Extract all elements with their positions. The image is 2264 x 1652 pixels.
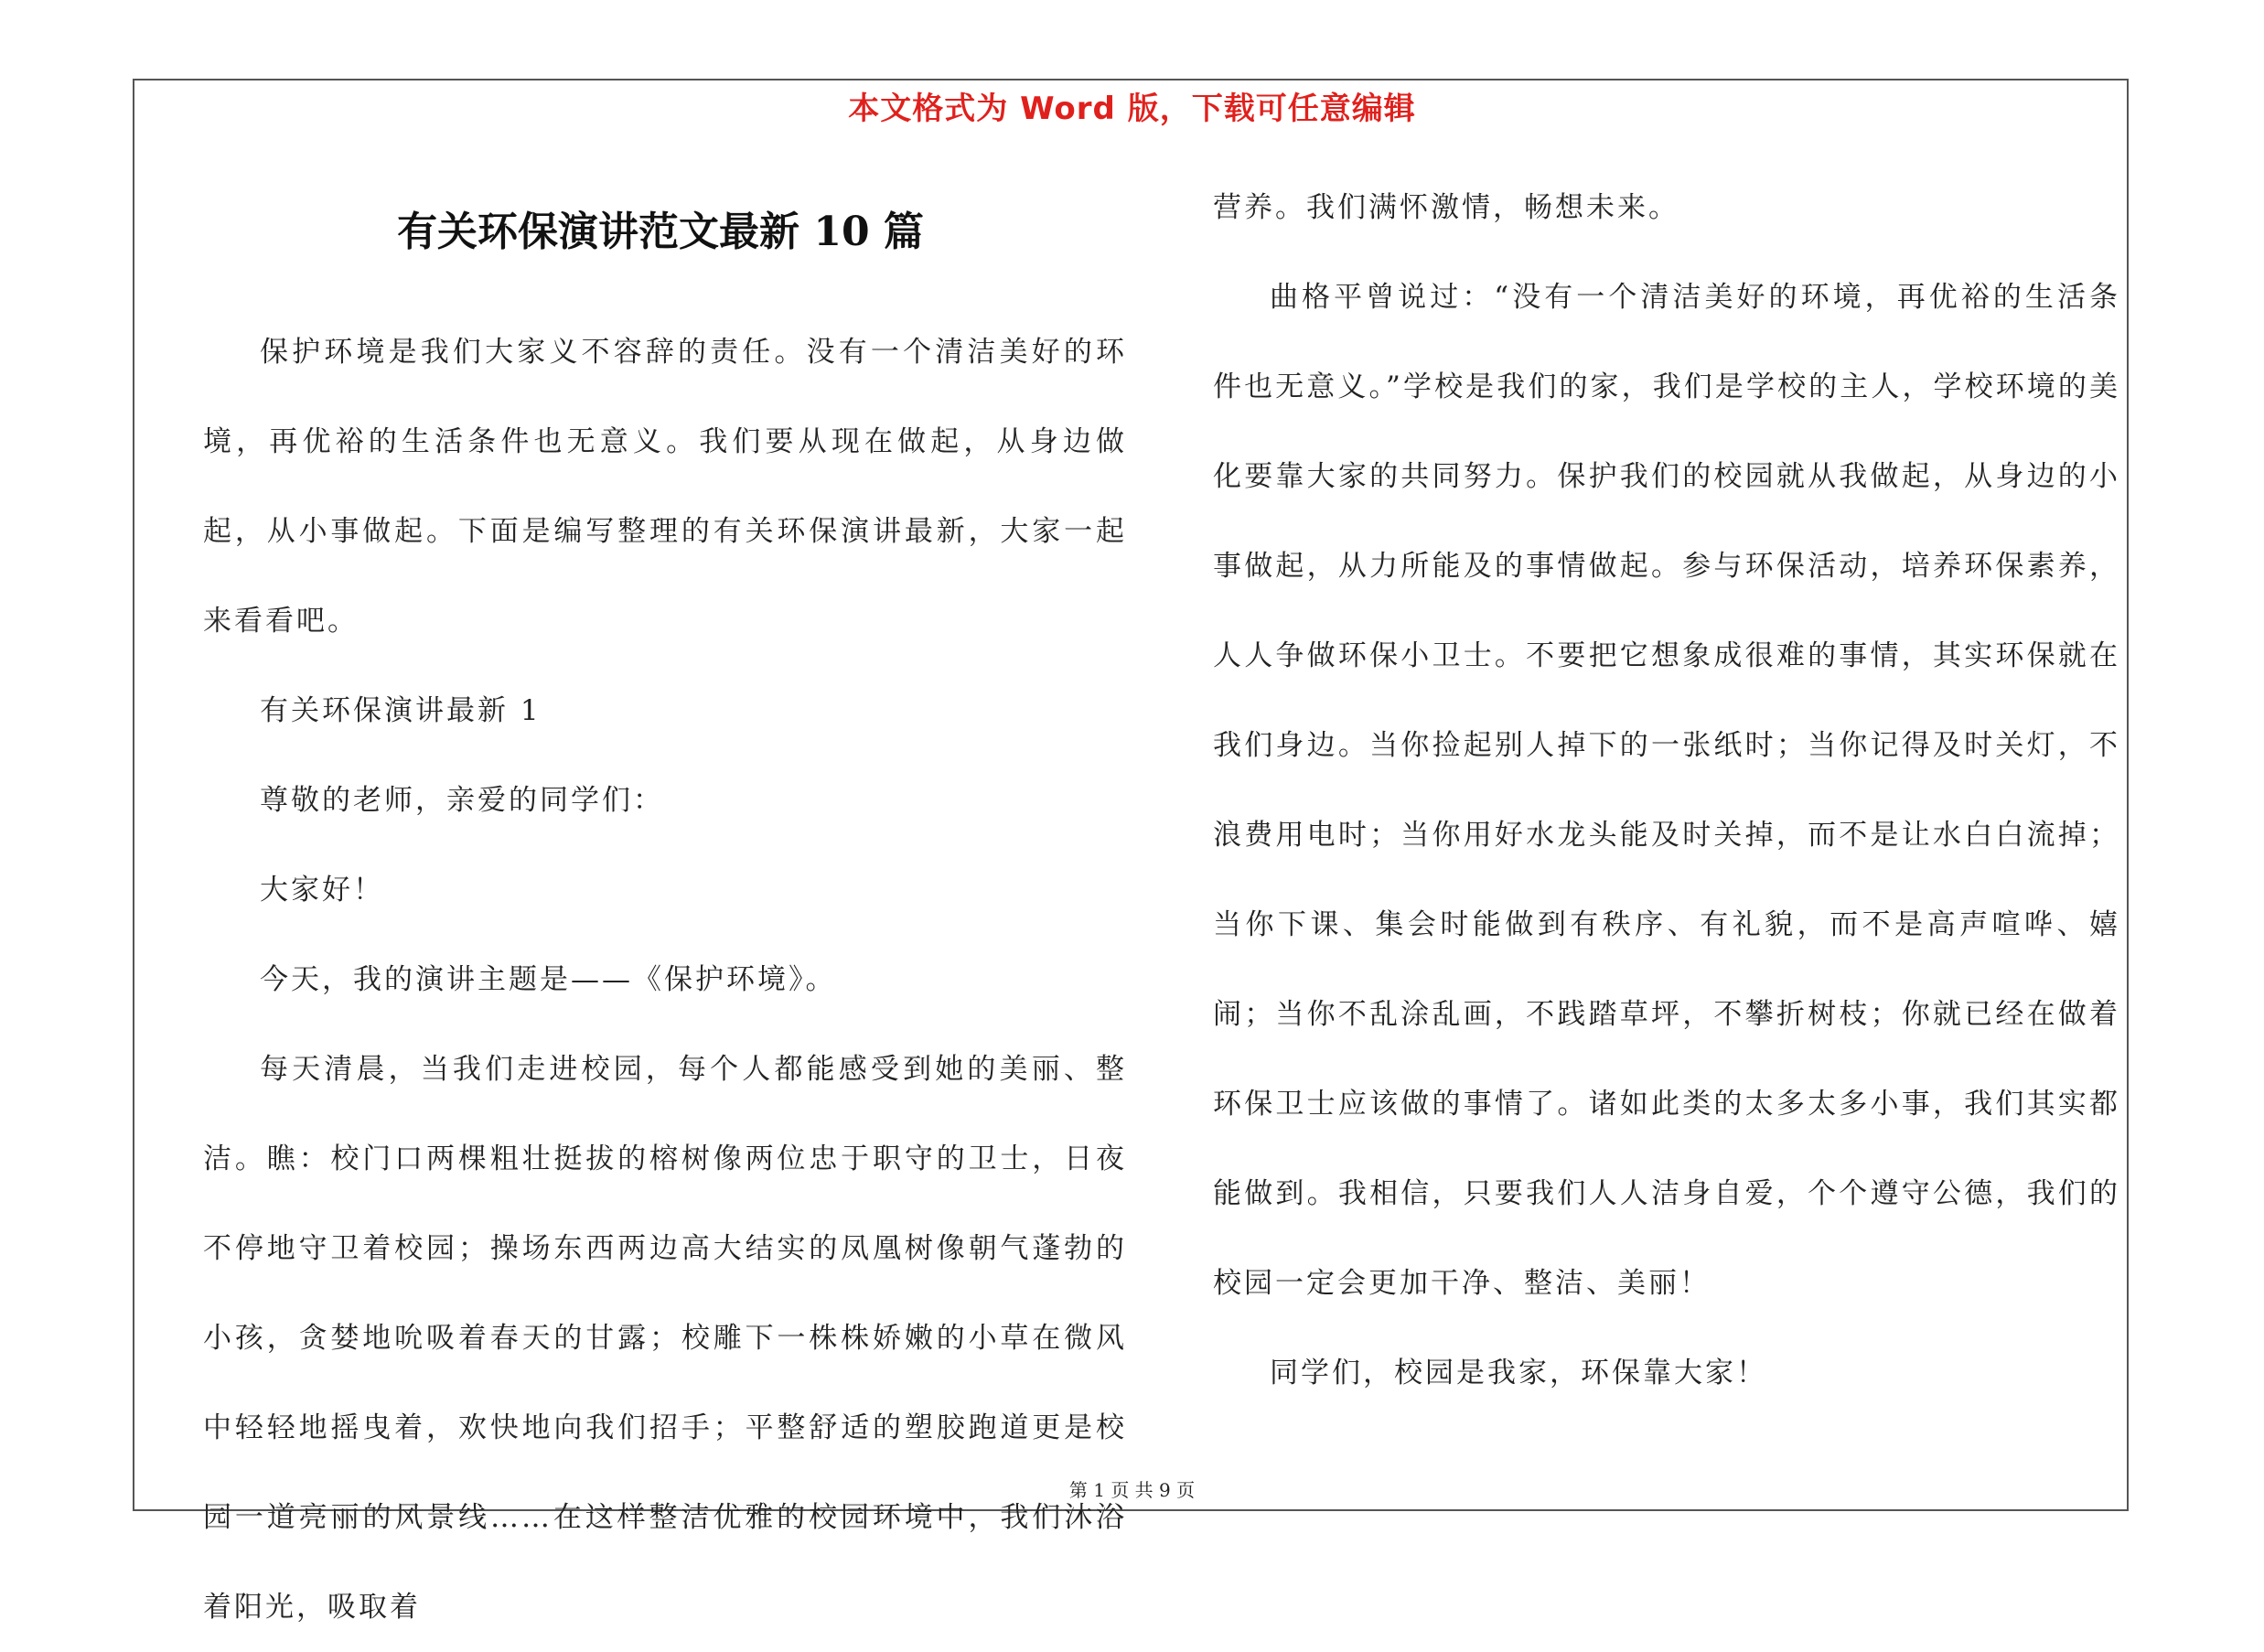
salutation: 尊敬的老师，亲爱的同学们： <box>260 784 664 817</box>
closing-paragraph: 同学们，校园是我家，环保靠大家！ <box>1270 1357 1767 1389</box>
section-heading: 有关环保演讲最新 1 <box>260 694 542 727</box>
body-paragraph: 曲格平曾说过：“没有一个清洁美好的环境，再优裕的生活条件也无意义。”学校是我们的家，我们是学校的主人，学校环境的美化要靠大家的共同努力。保护我们的校园就从我做起，从身边的小事做起，从力所能及的事情做起。参与环保活动，培养环保素养，人人争做环保小卫士。不要把它想象成很难的事情，其实环保就在我们身边。当你捡起别人掉下的一张纸时；当你记得及时关灯，不浪费用电时；当你用好水龙头能及时关掉，而不是让水白白流掉；当你下课、集会时能做到有秩序、有礼貌，而不是高声喧哗、嬉闹；当你不乱涂乱画，不践踏草坪，不攀折树枝；你就已经在做着环保卫士应该做的事情了。诸如此类的太多太多小事，我们其实都能做到。我相信，只要我们人人洁身自爱，个个遵守公德，我们的校园一定会更加干净、整洁、美丽！ <box>1213 281 2120 1300</box>
body-paragraph: 每天清晨，当我们走进校园，每个人都能感受到她的美丽、整洁。瞧：校门口两棵粗壮挺拔的榕树像两位忠于职守的卫士，日夜不停地守卫着校园；操场东西两边高大结实的凤凰树像朝气蓬勃的小孩，贪婪地吮吸着春天的甘露；校雕下一株株娇嫩的小草在微风中轻轻地摇曳着，欢快地向我们招手；平整舒适的塑胶跑道更是校园一道亮丽的风景线……在这样整洁优雅的校园环境中，我们沐浴着阳光，吸取着 <box>203 1053 1127 1624</box>
speech-topic: 今天，我的演讲主题是——《保护环境》。 <box>260 963 837 996</box>
word-format-banner: 本文格式为 Word 版，下载可任意编辑 <box>848 91 1416 127</box>
document-title: 有关环保演讲范文最新 10 篇 <box>397 209 924 255</box>
page-number-footer: 第 1 页 共 9 页 <box>1068 1479 1196 1501</box>
intro-paragraph: 保护环境是我们大家义不容辞的责任。没有一个清洁美好的环境，再优裕的生活条件也无意义。我们要从现在做起，从身边做起，从小事做起。下面是编写整理的有关环保演讲最新，大家一起来看看吧。 <box>203 336 1127 638</box>
greeting: 大家好！ <box>260 874 384 906</box>
left-column <box>203 307 1127 1652</box>
continued-paragraph: 营养。我们满怀激情，畅想未来。 <box>1213 191 1679 224</box>
right-column <box>1213 163 2120 1418</box>
